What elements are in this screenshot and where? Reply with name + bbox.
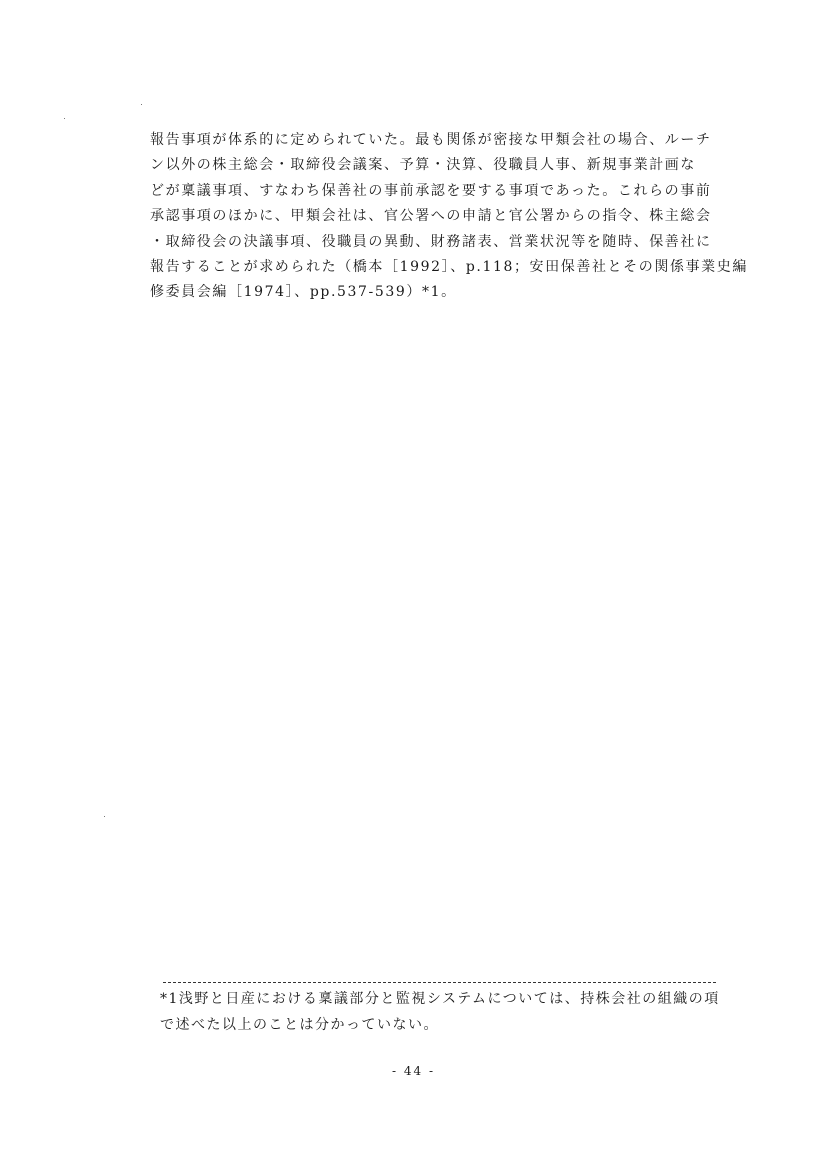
page-number: - 44 - bbox=[391, 1064, 435, 1078]
scan-speck bbox=[141, 104, 142, 105]
body-line: ・取締役会の決議事項、役職員の異動、財務諸表、営業状況等を随時、保善社に bbox=[150, 233, 712, 250]
footnote-divider bbox=[163, 982, 716, 983]
body-line: ン以外の株主総会・取締役会議案、予算・決算、役職員人事、新規事業計画な bbox=[150, 157, 696, 174]
body-line: 修委員会編［1974］、pp.537-539）*1。 bbox=[150, 284, 457, 301]
body-line: 報告することが求められた（橋本［1992］、p.118；安田保善社とその関係事業史編 bbox=[150, 258, 748, 275]
body-line: 報告事項が体系的に定められていた。最も関係が密接な甲類会社の場合、ルーチ bbox=[150, 132, 712, 148]
footnote bbox=[160, 986, 725, 1038]
footnote-line: *1浅野と日産における稟議部分と監視システムについては、持株会社の組織の項 bbox=[160, 991, 720, 1007]
scan-speck bbox=[64, 118, 65, 119]
body-line: どが稟議事項、すなわち保善社の事前承認を要する事項であった。これらの事前 bbox=[150, 182, 712, 199]
body-paragraph bbox=[150, 128, 748, 306]
scan-speck bbox=[104, 816, 105, 817]
body-line: 承認事項のほかに、甲類会社は、官公署への申請と官公署からの指令、株主総会 bbox=[150, 208, 712, 225]
footnote-line: で述べた以上のことは分かっていない。 bbox=[160, 1017, 439, 1033]
